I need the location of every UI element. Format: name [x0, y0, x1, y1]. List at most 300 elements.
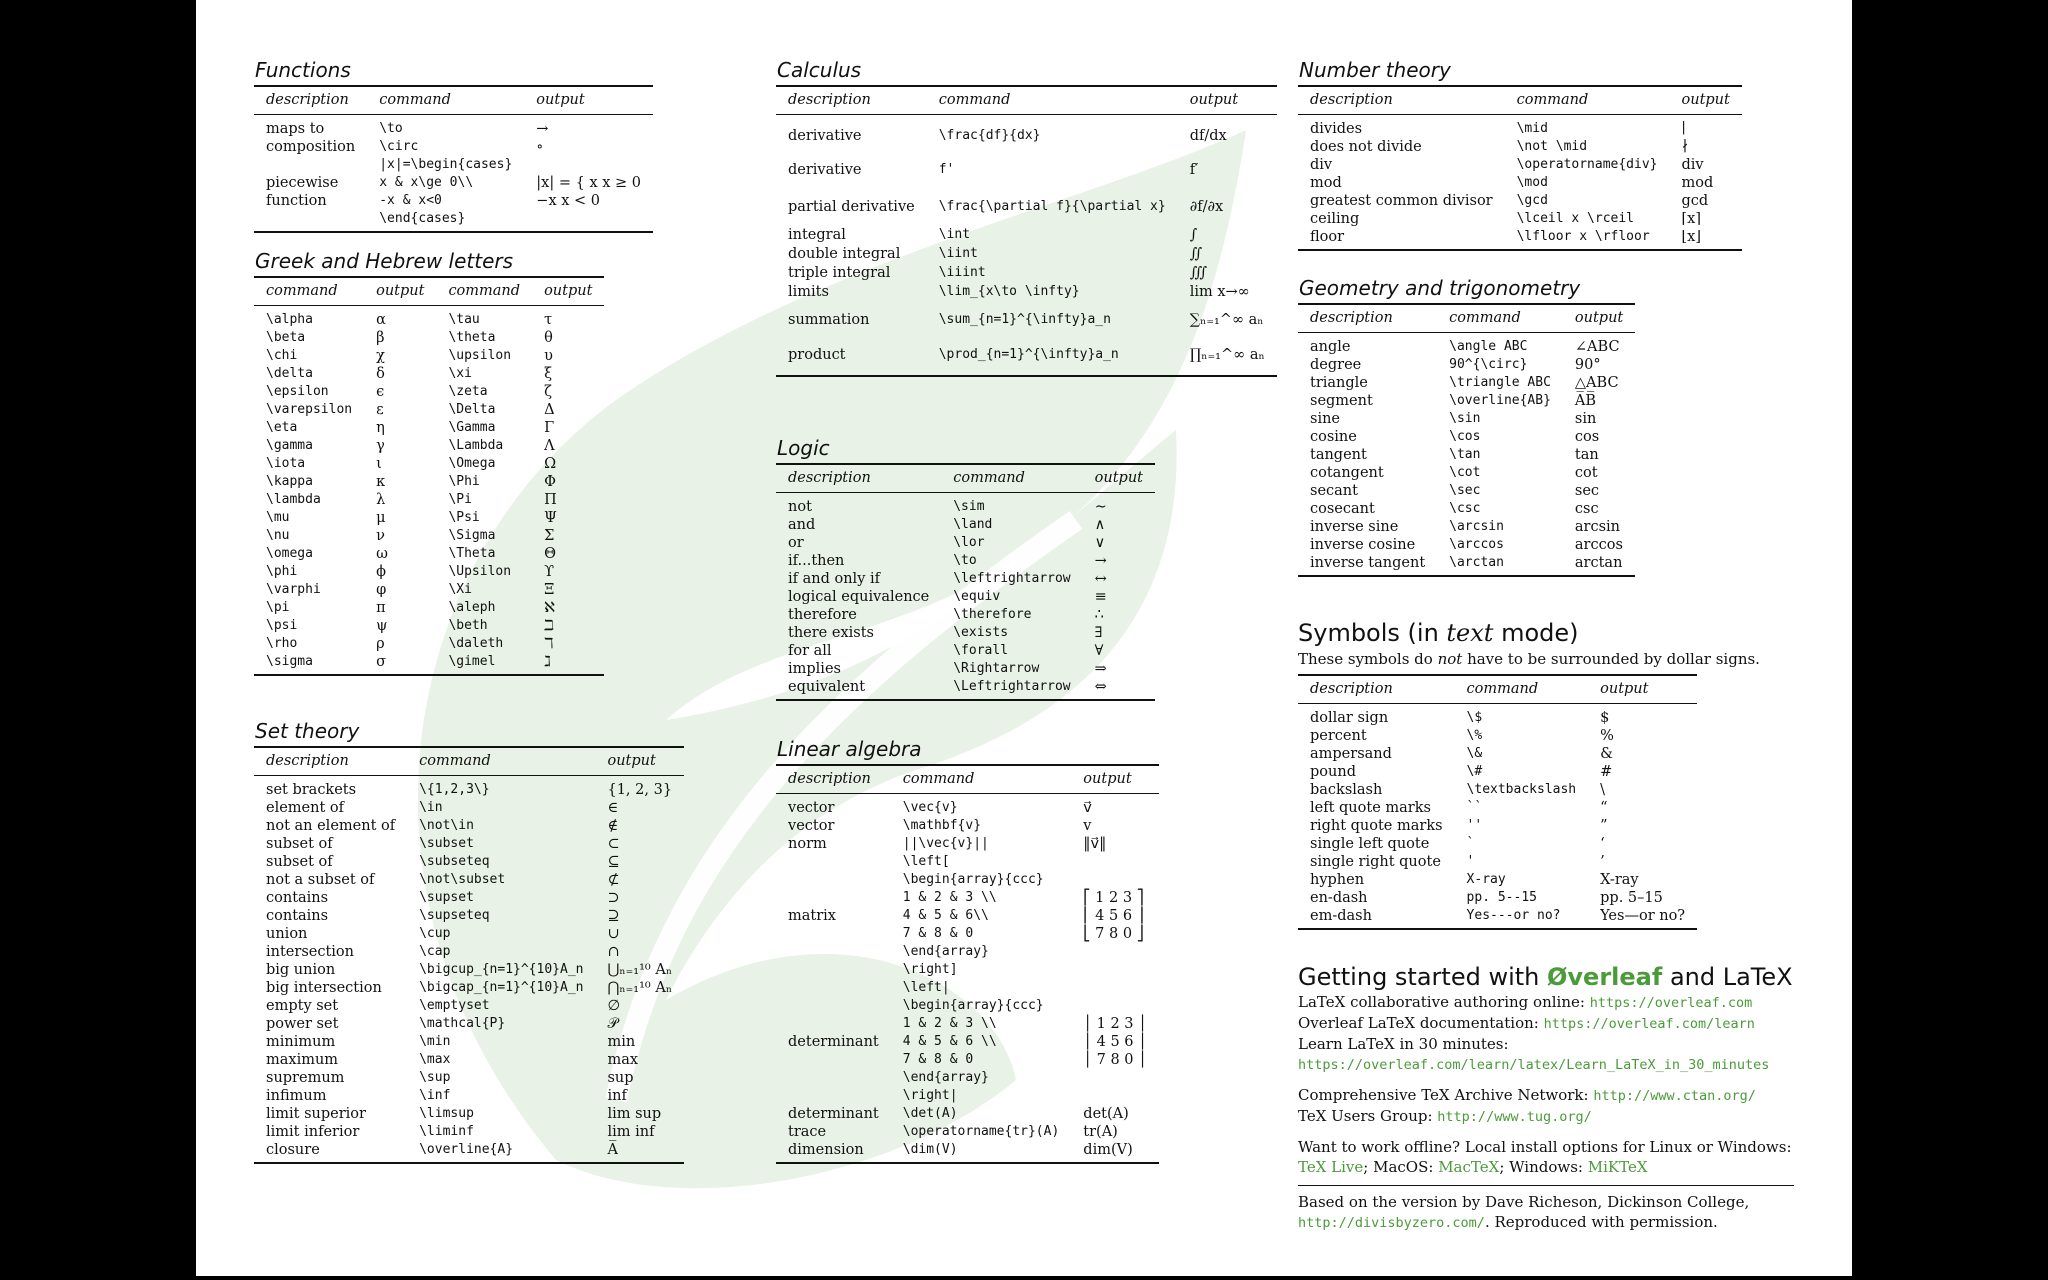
cell-command: ''	[1466, 818, 1483, 833]
cell-output: ∂f/∂x	[1189, 199, 1224, 215]
table-row	[254, 383, 604, 401]
cell-description: matrix	[788, 908, 836, 924]
cell-command: \liminf	[419, 1124, 474, 1139]
cell-description: infimum	[266, 1088, 327, 1104]
cell-output: ∉	[607, 818, 619, 834]
table-row	[254, 401, 604, 419]
cell-output: ⇒	[1094, 661, 1107, 677]
cell-output: τ	[544, 312, 553, 328]
cell-description: en-dash	[1310, 890, 1368, 906]
cell-command: \lim_{x\to \infty}	[938, 284, 1080, 299]
cell-description: if...then	[788, 553, 845, 569]
cell-command: \in	[419, 800, 443, 815]
cell-command: 4 & 5 & 6\\	[902, 908, 989, 923]
cell-output: $	[1600, 710, 1610, 726]
column-header: description	[1298, 304, 1437, 333]
ctan-link[interactable]: http://www.ctan.org/	[1593, 1088, 1756, 1104]
table-header-row	[1298, 304, 1635, 333]
cell-command: \cap	[419, 944, 451, 959]
cell-output: Σ	[544, 528, 555, 544]
cell-output	[1071, 961, 1159, 979]
cell-description: cotangent	[1310, 465, 1384, 481]
table-row	[254, 210, 653, 232]
table-row	[1298, 374, 1635, 392]
cell-output: α	[376, 312, 386, 328]
cell-description: cosine	[1310, 429, 1357, 445]
cell-output: ∘	[536, 139, 544, 155]
table-row	[254, 192, 653, 210]
table-row	[254, 1105, 684, 1123]
cell-output: φ	[376, 582, 387, 598]
cell-output: ∏ₙ₌₁^∞ aₙ	[1189, 347, 1265, 363]
cell-output: ξ	[544, 366, 553, 382]
cell-description: minimum	[266, 1034, 336, 1050]
overleaf-link[interactable]: https://overleaf.com	[1589, 995, 1753, 1011]
cell-description: degree	[1310, 357, 1362, 373]
geometry-section	[1298, 276, 1635, 577]
cell-command: 90^{\circ}	[1449, 357, 1528, 372]
table-row	[1298, 464, 1635, 482]
cell-command: \gamma	[266, 438, 313, 453]
cell-description: double integral	[788, 246, 901, 262]
cell-output: Ω	[544, 456, 557, 472]
cell-output: υ	[544, 348, 553, 364]
cell-command: \iint	[938, 246, 978, 261]
cell-command: \mathbf{v}	[902, 818, 982, 833]
column-header: output	[532, 277, 604, 306]
cell-output: ζ	[544, 384, 552, 400]
cell-output: ψ	[376, 618, 388, 634]
cell-command: \phi	[266, 564, 298, 579]
tug-link[interactable]: http://www.tug.org/	[1437, 1109, 1592, 1125]
cell-output: λ	[376, 492, 386, 508]
settheory-section	[254, 719, 684, 1164]
table-row	[776, 570, 1155, 588]
cell-command: \begin{array}{ccc}	[902, 872, 1044, 887]
column-header: command	[367, 86, 524, 115]
geometry-table	[1298, 303, 1635, 577]
cell-output: ∩	[607, 944, 620, 960]
cell-output: max	[607, 1052, 639, 1068]
table-row	[776, 493, 1155, 517]
cell-command: \sin	[1449, 411, 1481, 426]
cell-description: determinant	[788, 1106, 879, 1122]
cell-output: η	[376, 420, 385, 436]
greek-section	[254, 249, 604, 676]
cell-output: sup	[607, 1070, 634, 1086]
cell-description: vector	[788, 800, 835, 816]
cell-description: there exists	[788, 625, 874, 641]
column-header: output	[1563, 304, 1635, 333]
column-header: output	[1071, 765, 1159, 794]
cell-output: 𝒫	[607, 1016, 618, 1032]
table-row	[1298, 482, 1635, 500]
cell-command: \left[	[902, 854, 950, 869]
cell-output: {1, 2, 3}	[607, 782, 673, 798]
cell-command: \varphi	[266, 582, 321, 597]
cell-output: ∃	[1094, 625, 1103, 641]
table-row	[254, 437, 604, 455]
table-row	[776, 943, 1159, 961]
cell-description: and	[788, 517, 816, 533]
cell-output: ↔	[1094, 571, 1107, 587]
table-row	[1298, 817, 1697, 835]
gs-line-1: LaTeX collaborative authoring online: https://overleaf.com	[1298, 993, 1753, 1011]
gs-line-6: TeX Users Group: http://www.tug.org/	[1298, 1107, 1592, 1125]
cell-output: ‘	[1600, 836, 1605, 852]
cell-command: \forall	[953, 643, 1009, 658]
cell-command: \gcd	[1516, 193, 1548, 208]
table-row	[1298, 138, 1742, 156]
table-header-row	[1298, 675, 1697, 704]
table-row	[254, 563, 604, 581]
cell-description: subset of	[266, 854, 333, 870]
table-row	[254, 329, 604, 347]
table-row	[776, 678, 1155, 700]
cell-description: determinant	[788, 1034, 879, 1050]
cell-command: \leftrightarrow	[953, 571, 1071, 586]
overleaf-learn-link[interactable]: https://overleaf.com/learn	[1543, 1016, 1755, 1032]
table-row	[254, 491, 604, 509]
cell-output: χ	[376, 348, 385, 364]
table-row	[776, 245, 1277, 264]
cell-description: cosecant	[1310, 501, 1375, 517]
geometry-title: Geometry and trigonometry	[1299, 276, 1581, 300]
cell-description: equivalent	[788, 679, 866, 695]
table-row	[776, 1141, 1159, 1163]
table-row	[254, 943, 684, 961]
cell-command: \supseteq	[419, 908, 490, 923]
cell-output: ϵ	[376, 384, 385, 400]
cell-command: 1 & 2 & 3 \\	[902, 890, 997, 905]
table-row	[1298, 210, 1742, 228]
cell-output: →	[536, 121, 549, 137]
cell-output: min	[607, 1034, 636, 1050]
cell-command: \circ	[379, 139, 419, 154]
table-row	[254, 617, 604, 635]
cell-command: \sim	[953, 499, 985, 514]
cell-description: empty set	[266, 998, 339, 1014]
cell-description: contains	[266, 908, 329, 924]
getting-started-section	[1298, 962, 1794, 1233]
cell-description: big union	[266, 962, 336, 978]
table-header-row	[776, 765, 1159, 794]
cell-description: if and only if	[788, 571, 880, 587]
table-row	[776, 1087, 1159, 1105]
cell-command: \omega	[266, 546, 313, 561]
cell-command: \Leftrightarrow	[953, 679, 1071, 694]
table-row	[1298, 174, 1742, 192]
cell-command: \iiint	[938, 265, 986, 280]
cell-command: \left|	[902, 980, 950, 995]
table-row	[254, 997, 684, 1015]
table-row	[254, 1069, 684, 1087]
cell-command: \bigcup_{n=1}^{10}A_n	[419, 962, 584, 977]
cell-command: \lambda	[266, 492, 321, 507]
gs-line-10: http://divisbyzero.com/. Reproduced with permission.	[1298, 1213, 1718, 1231]
cell-command: \overline{A}	[419, 1142, 514, 1157]
cell-output: |x| = { x x ≥ 0	[536, 175, 642, 191]
gs-line-9: Based on the version by Dave Richeson, Dickinson College,	[1298, 1193, 1750, 1211]
logic-table	[776, 463, 1155, 701]
cell-command: \overline{AB}	[1449, 393, 1551, 408]
cell-command: \tan	[1449, 447, 1481, 462]
table-row	[254, 347, 604, 365]
table-row	[254, 1141, 684, 1163]
table-row	[776, 624, 1155, 642]
cell-output: ∭	[1189, 265, 1207, 281]
cell-description: logical equivalence	[788, 589, 930, 605]
table-row	[254, 419, 604, 437]
cell-command: \Delta	[448, 402, 496, 417]
cell-command: \inf	[419, 1088, 451, 1103]
cell-description: big intersection	[266, 980, 382, 996]
column-header: output	[1588, 675, 1697, 704]
cell-output	[1071, 1069, 1159, 1087]
table-header-row	[776, 464, 1155, 493]
table-row	[1298, 727, 1697, 745]
gs-line-3: Learn LaTeX in 30 minutes:	[1298, 1035, 1509, 1053]
cell-command: \psi	[266, 618, 298, 633]
cell-output: dim(V)	[1083, 1142, 1133, 1158]
cell-description: triangle	[1310, 375, 1368, 391]
cell-command: \rho	[266, 636, 298, 651]
cell-output: ⇔	[1094, 679, 1107, 695]
column-header: command	[436, 277, 532, 306]
miktex-link[interactable]: MiKTeX	[1587, 1158, 1648, 1176]
divider	[1298, 1185, 1794, 1186]
cell-output: ⊃	[607, 890, 620, 906]
cell-output: Yes—or no?	[1600, 908, 1686, 924]
cell-output: “	[1600, 800, 1608, 816]
cell-description: hyphen	[1310, 872, 1365, 888]
cell-output: ∪	[607, 926, 620, 942]
cell-output: │ 1 2 3 │	[1083, 1016, 1147, 1032]
cell-description: single right quote	[1310, 854, 1441, 870]
logic-title: Logic	[777, 436, 830, 460]
learn-30-min-link[interactable]: https://overleaf.com/learn/latex/Learn_LaTeX_in_30_minutes	[1298, 1057, 1770, 1073]
cell-output: Λ	[544, 438, 555, 454]
cell-output	[524, 156, 653, 174]
texlive-link[interactable]: TeX Live	[1298, 1158, 1364, 1176]
cell-command: \mathcal{P}	[419, 1016, 506, 1031]
cell-description: maximum	[266, 1052, 339, 1068]
table-row	[254, 306, 604, 330]
cell-command: \int	[938, 227, 971, 242]
table-row	[776, 115, 1277, 152]
cell-command: \to	[953, 553, 977, 568]
column-header: command	[1505, 86, 1670, 115]
cell-description: vector	[788, 818, 835, 834]
cell-command: \theta	[448, 330, 496, 345]
cell-output: mod	[1681, 175, 1714, 191]
cell-command: \cot	[1449, 465, 1481, 480]
column-header: description	[254, 747, 407, 776]
cell-command: \not\in	[419, 818, 474, 833]
table-row	[776, 979, 1159, 997]
table-row	[776, 871, 1159, 889]
cell-description: secant	[1310, 483, 1358, 499]
cell-command: \%	[1466, 728, 1483, 743]
column-header: output	[1670, 86, 1742, 115]
table-row	[776, 339, 1277, 376]
cell-output: ∨	[1094, 535, 1106, 551]
table-row	[1298, 446, 1635, 464]
cell-description: implies	[788, 661, 841, 677]
table-row	[1298, 410, 1635, 428]
cell-output: ⊆	[607, 854, 620, 870]
cell-description: supremum	[266, 1070, 345, 1086]
column-header: output	[595, 747, 684, 776]
cell-output: \	[1600, 782, 1606, 798]
cell-output: cos	[1574, 429, 1600, 445]
cell-output: A̅	[607, 1142, 618, 1158]
cell-description: ampersand	[1310, 746, 1392, 762]
cell-output: inf	[607, 1088, 627, 1104]
cell-output: △ABC	[1574, 375, 1619, 391]
cell-output: γ	[376, 438, 385, 454]
cell-description: partial derivative	[788, 199, 915, 215]
cell-output: %	[1600, 728, 1614, 744]
logic-section	[776, 436, 1155, 701]
table-row	[776, 907, 1159, 925]
column-header: description	[776, 86, 927, 115]
cell-output: ϒ	[544, 564, 555, 580]
cell-command: \epsilon	[266, 384, 329, 399]
table-row	[1298, 356, 1635, 374]
cell-command: \triangle ABC	[1449, 375, 1551, 390]
table-row	[776, 588, 1155, 606]
cell-command: \exists	[953, 625, 1009, 640]
table-row	[254, 1033, 684, 1051]
table-row	[254, 473, 604, 491]
table-row	[1298, 889, 1697, 907]
cell-description: mod	[1310, 175, 1342, 191]
table-row	[776, 302, 1277, 339]
column-header: output	[1178, 86, 1277, 115]
cell-description: function	[266, 193, 327, 209]
table-row	[776, 853, 1159, 871]
column-header: command	[941, 464, 1082, 493]
cell-output: ∴	[1094, 607, 1104, 623]
cell-command: \kappa	[266, 474, 313, 489]
cell-description: not	[788, 499, 812, 515]
cell-command: 1 & 2 & 3 \\	[902, 1016, 997, 1031]
cell-description: pound	[1310, 764, 1356, 780]
cell-command: -x & x<0	[379, 193, 442, 208]
table-header-row	[254, 86, 653, 115]
table-row	[254, 1015, 684, 1033]
cell-description: for all	[788, 643, 832, 659]
cell-description	[776, 961, 891, 979]
cell-command: \varepsilon	[266, 402, 353, 417]
cell-command: \csc	[1449, 501, 1481, 516]
cell-description: dollar sign	[1310, 710, 1389, 726]
mactex-link[interactable]: MacTeX	[1438, 1158, 1500, 1176]
cell-command: \land	[953, 517, 993, 532]
cell-command: \mu	[266, 510, 290, 525]
table-row	[776, 283, 1277, 302]
cell-description: not an element of	[266, 818, 396, 834]
cell-description: em-dash	[1310, 908, 1372, 924]
cell-output: ∤	[1681, 139, 1689, 155]
cell-output: div	[1681, 157, 1704, 173]
cell-output: 90°	[1574, 357, 1601, 373]
cell-output: ℵ	[544, 600, 555, 616]
divisbyzero-link[interactable]: http://divisbyzero.com/	[1298, 1215, 1485, 1231]
cell-command: \Theta	[448, 546, 496, 561]
cell-command: \supset	[419, 890, 474, 905]
cell-description: left quote marks	[1310, 800, 1431, 816]
cell-description: segment	[1310, 393, 1373, 409]
table-row	[776, 925, 1159, 943]
column-header: description	[1298, 86, 1505, 115]
cell-command: \&	[1466, 746, 1483, 761]
cell-command: \{1,2,3\}	[419, 782, 490, 797]
column-header: command	[927, 86, 1178, 115]
table-row	[776, 642, 1155, 660]
cell-command: 7 & 8 & 0	[902, 1052, 974, 1067]
cell-command: \pi	[266, 600, 290, 615]
cell-description	[776, 979, 891, 997]
cell-description: or	[788, 535, 804, 551]
cell-command: \subseteq	[419, 854, 490, 869]
cell-output: Φ	[544, 474, 556, 490]
table-row	[254, 961, 684, 979]
cell-description: product	[788, 347, 846, 363]
cell-output: θ	[544, 330, 553, 346]
cell-output: ≡	[1094, 589, 1107, 605]
gs-line-7: Want to work offline? Local install options for Linux or Windows:	[1298, 1138, 1792, 1156]
cell-output: σ	[376, 654, 386, 670]
cell-description: intersection	[266, 944, 354, 960]
linalg-title: Linear algebra	[777, 737, 922, 761]
cell-output: ℶ	[544, 618, 554, 634]
column-header: command	[891, 765, 1072, 794]
cell-description	[776, 853, 891, 871]
cell-output: v	[1083, 818, 1092, 834]
cell-command: \vec{v}	[902, 800, 958, 815]
numbertheory-table	[1298, 85, 1742, 251]
cell-output: ν	[376, 528, 385, 544]
cell-output: f′	[1189, 162, 1199, 178]
cell-command: |x|=\begin{cases}	[379, 157, 513, 172]
cell-command: ``	[1466, 800, 1483, 815]
table-row	[254, 871, 684, 889]
table-row	[254, 599, 604, 617]
table-row	[1298, 799, 1697, 817]
cell-command: \sup	[419, 1070, 451, 1085]
cell-description: inverse tangent	[1310, 555, 1426, 571]
cell-description: closure	[266, 1142, 320, 1158]
linalg-section	[776, 737, 1159, 1164]
cheat-sheet-page	[196, 0, 1852, 1276]
table-row	[254, 138, 653, 156]
cell-output: sec	[1574, 483, 1600, 499]
cell-output: ⊇	[607, 908, 620, 924]
table-row	[1298, 518, 1635, 536]
table-row	[1298, 907, 1697, 929]
cell-description: limits	[788, 284, 829, 300]
cell-output: Ξ	[544, 582, 555, 598]
cell-description	[776, 943, 891, 961]
cell-description: ceiling	[1310, 211, 1360, 227]
symbols-section	[1298, 618, 1760, 930]
cell-command: \chi	[266, 348, 298, 363]
overleaf-logo-icon: Ø	[1547, 963, 1568, 991]
settheory-title: Set theory	[255, 719, 360, 743]
cell-output: ⊄	[607, 872, 620, 888]
